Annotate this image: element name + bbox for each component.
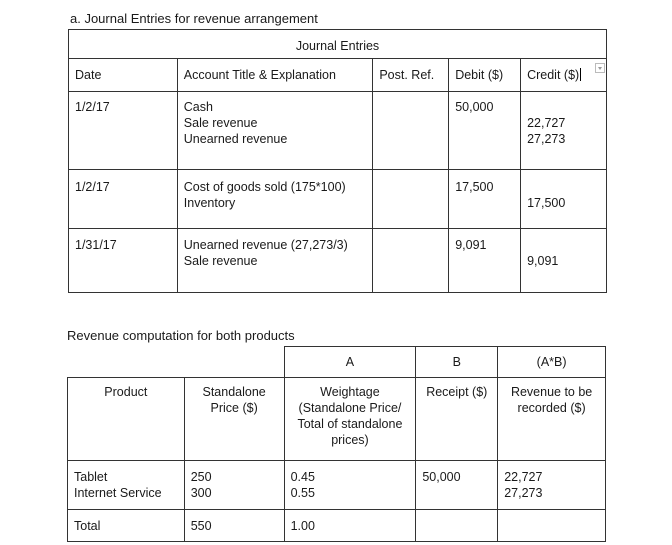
letter-ab: (A*B) xyxy=(498,347,606,378)
total-receipt xyxy=(416,510,498,542)
revenue-computation-table xyxy=(67,346,606,542)
standalone-cell xyxy=(184,461,284,510)
col-account-header: Account Title & Explanation xyxy=(177,59,373,92)
revenue-cell xyxy=(498,461,606,510)
entry-debit xyxy=(449,92,521,170)
debit-value: 9,091 xyxy=(455,238,487,252)
debit-value: 50,000 xyxy=(455,100,494,114)
account-line: Unearned revenue (27,273/3) xyxy=(183,238,348,252)
table-row xyxy=(68,461,606,510)
revenue-section-title: Revenue computation for both products xyxy=(67,328,295,343)
account-line: Sale revenue xyxy=(183,254,258,268)
total-weightage: 1.00 xyxy=(284,510,416,542)
empty-cell xyxy=(68,347,185,378)
total-revenue xyxy=(498,510,606,542)
weightage-value: 0.55 xyxy=(290,486,315,500)
section-heading: a. Journal Entries for revenue arrangement xyxy=(70,11,318,26)
empty-cell xyxy=(184,347,284,378)
total-standalone: 550 xyxy=(184,510,284,542)
total-row xyxy=(68,510,606,542)
receipt-cell xyxy=(416,461,498,510)
product-name: Internet Service xyxy=(74,486,162,500)
col-revenue-header: Revenue to be recorded ($) xyxy=(498,378,606,461)
col-debit-header: Debit ($) xyxy=(449,59,521,92)
col-product-header: Product xyxy=(68,378,185,461)
col-weightage-header: Weightage (Standalone Price/ Total of standalone prices) xyxy=(284,378,416,461)
journal-entries-table xyxy=(68,29,607,293)
account-line: Unearned revenue xyxy=(183,132,288,146)
entry-postref xyxy=(373,229,449,293)
entry-date: 1/2/17 xyxy=(69,92,178,170)
credit-header-label: Credit ($) xyxy=(527,68,580,82)
total-label: Total xyxy=(68,510,185,542)
product-name: Tablet xyxy=(74,470,108,484)
weightage-value: 0.45 xyxy=(290,470,315,484)
text-cursor xyxy=(580,68,581,81)
product-cell xyxy=(68,461,185,510)
entry-credit xyxy=(521,229,607,293)
credit-value: 22,727 xyxy=(527,116,566,130)
weightage-cell xyxy=(284,461,416,510)
receipt-value: 50,000 xyxy=(422,470,461,484)
entry-postref xyxy=(373,92,449,170)
credit-value: 9,091 xyxy=(527,254,559,268)
journal-title: Journal Entries xyxy=(69,30,607,59)
standalone-value: 300 xyxy=(190,486,212,500)
chevron-down-icon[interactable] xyxy=(595,63,605,73)
entry-accounts xyxy=(177,229,373,293)
col-date-header: Date xyxy=(69,59,178,92)
table-row xyxy=(69,170,607,229)
table-row xyxy=(69,229,607,293)
entry-debit xyxy=(449,170,521,229)
account-line: Cash xyxy=(183,100,213,114)
entry-credit xyxy=(521,170,607,229)
entry-postref xyxy=(373,170,449,229)
credit-value: 17,500 xyxy=(527,196,566,210)
table-row xyxy=(69,92,607,170)
credit-value: 27,273 xyxy=(527,132,566,146)
letter-b: B xyxy=(416,347,498,378)
entry-accounts xyxy=(177,170,373,229)
account-line: Inventory xyxy=(183,196,236,210)
letter-a: A xyxy=(284,347,416,378)
debit-value: 17,500 xyxy=(455,180,494,194)
entry-date: 1/2/17 xyxy=(69,170,178,229)
entry-debit xyxy=(449,229,521,293)
col-postref-header: Post. Ref. xyxy=(373,59,449,92)
revenue-value: 22,727 xyxy=(504,470,543,484)
revenue-value: 27,273 xyxy=(504,486,543,500)
entry-accounts xyxy=(177,92,373,170)
account-line: Sale revenue xyxy=(183,116,258,130)
entry-date: 1/31/17 xyxy=(69,229,178,293)
col-receipt-header: Receipt ($) xyxy=(416,378,498,461)
col-credit-header[interactable] xyxy=(521,59,607,92)
col-standalone-header: Standalone Price ($) xyxy=(184,378,284,461)
standalone-value: 250 xyxy=(190,470,212,484)
account-line: Cost of goods sold (175*100) xyxy=(183,180,346,194)
entry-credit xyxy=(521,92,607,170)
